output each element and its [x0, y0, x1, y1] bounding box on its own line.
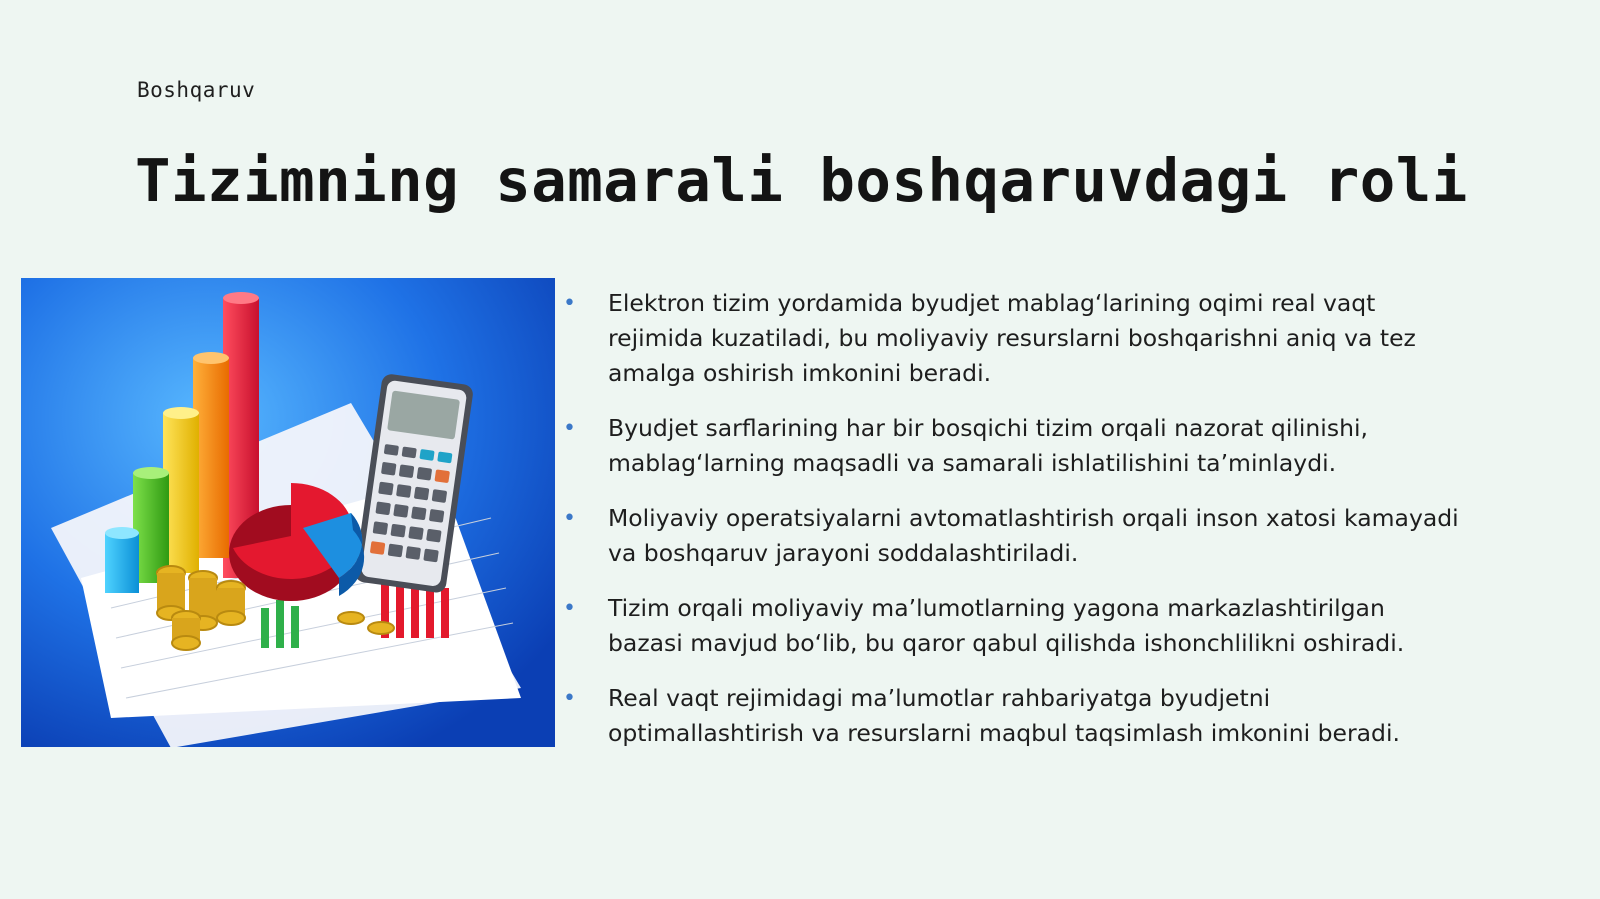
finance-illustration-icon	[21, 278, 555, 747]
bullet-item	[563, 591, 1463, 661]
section-label: Boshqaruv	[137, 78, 256, 102]
bullet-text: Tizim orqali moliyaviy ma’lumotlarning yagona markazlashtirilgan bazasi mavjud bo‘lib, bu qaror qabul qilishda ishonchlilikni oshiradi.	[608, 594, 1405, 657]
bullet-list	[563, 286, 1463, 771]
bullet-icon: •	[563, 596, 576, 621]
bullet-text: Moliyaviy operatsiyalarni avtomatlashtirish orqali inson xatosi kamayadi va boshqaruv jarayoni soddalashtiriladi.	[608, 504, 1459, 567]
bullet-icon: •	[563, 506, 576, 531]
bullet-icon: •	[563, 416, 576, 441]
slide-title: Tizimning samarali boshqaruvdagi roli	[135, 146, 1468, 215]
bullet-icon: •	[563, 686, 576, 711]
bullet-text: Byudjet sarflarining har bir bosqichi tizim orqali nazorat qilinishi, mablag‘larning maqsadli va samarali ishlatilishini ta’minlaydi.	[608, 414, 1368, 477]
bullet-item	[563, 411, 1463, 481]
bullet-text: Elektron tizim yordamida byudjet mablag‘larining oqimi real vaqt rejimida kuzatiladi, bu moliyaviy resurslarni boshqarishni aniq va tez amalga oshirish imkonini beradi.	[608, 289, 1416, 387]
bullet-item	[563, 681, 1463, 751]
bullet-text: Real vaqt rejimidagi ma’lumotlar rahbariyatga byudjetni optimallashtirish va resurslarni maqbul taqsimlash imkonini beradi.	[608, 684, 1400, 747]
bullet-item	[563, 501, 1463, 571]
bullet-item	[563, 286, 1463, 391]
bullet-icon: •	[563, 291, 576, 316]
